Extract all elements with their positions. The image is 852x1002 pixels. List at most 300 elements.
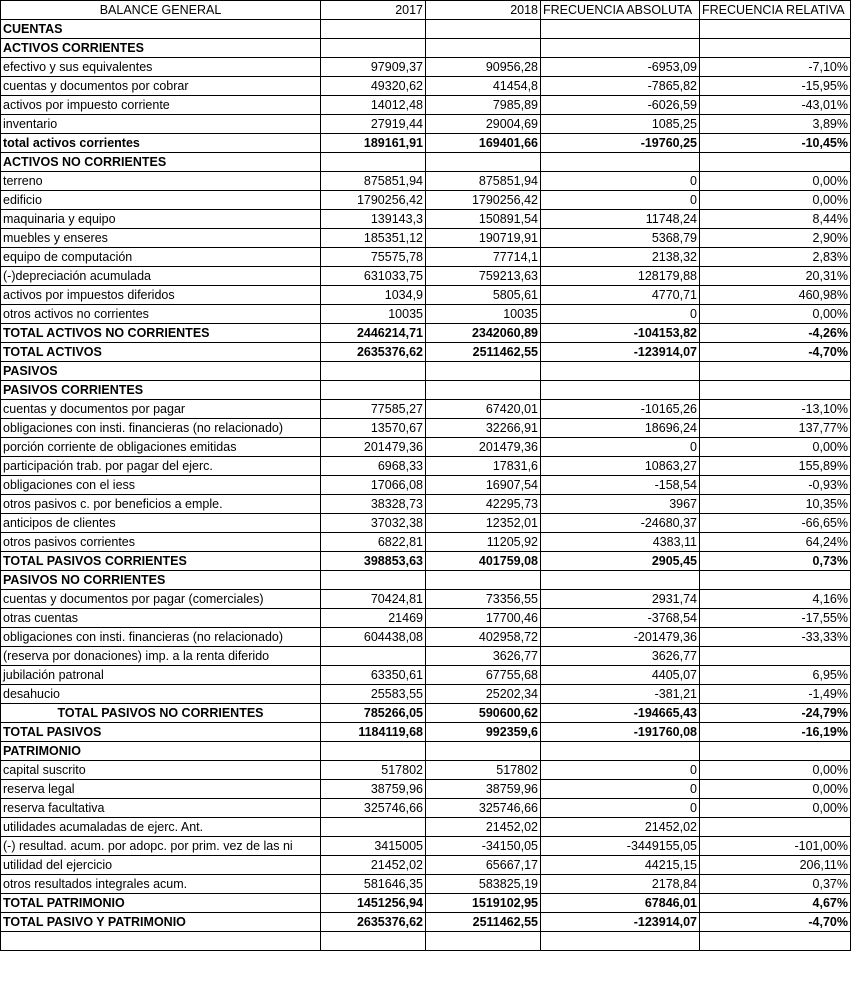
table-row xyxy=(1,628,851,647)
value-2018-cell[interactable] xyxy=(426,362,541,381)
value-2017-cell[interactable]: 139143,3 xyxy=(321,210,426,229)
account-cell[interactable]: otros pasivos c. por beneficios a emple. xyxy=(1,495,321,514)
absolute-freq-cell[interactable]: 67846,01 xyxy=(541,894,700,913)
account-cell[interactable]: reserva legal xyxy=(1,780,321,799)
value-2017-cell[interactable]: 1790256,42 xyxy=(321,191,426,210)
value-2017-cell[interactable]: 37032,38 xyxy=(321,514,426,533)
account-cell[interactable]: participación trab. por pagar del ejerc. xyxy=(1,457,321,476)
value-2017-cell[interactable] xyxy=(321,647,426,666)
account-cell[interactable]: TOTAL PASIVOS xyxy=(1,723,321,742)
table-row xyxy=(1,381,851,400)
relative-freq-cell[interactable]: -43,01% xyxy=(700,96,851,115)
account-cell[interactable]: activos por impuestos diferidos xyxy=(1,286,321,305)
absolute-freq-cell[interactable]: -123914,07 xyxy=(541,343,700,362)
relative-freq-cell[interactable]: -4,70% xyxy=(700,913,851,932)
table-row xyxy=(1,514,851,533)
absolute-freq-cell[interactable]: 0 xyxy=(541,780,700,799)
value-2018-cell[interactable]: 25202,34 xyxy=(426,685,541,704)
relative-freq-cell[interactable]: 6,95% xyxy=(700,666,851,685)
absolute-freq-cell[interactable]: 3626,77 xyxy=(541,647,700,666)
table-row xyxy=(1,58,851,77)
relative-freq-cell[interactable]: 137,77% xyxy=(700,419,851,438)
account-cell[interactable]: obligaciones con insti. financieras (no relacionado) xyxy=(1,419,321,438)
table-row xyxy=(1,818,851,837)
value-2017-cell[interactable]: 21469 xyxy=(321,609,426,628)
value-2018-cell[interactable]: 150891,54 xyxy=(426,210,541,229)
absolute-freq-cell[interactable]: -191760,08 xyxy=(541,723,700,742)
table-row xyxy=(1,932,851,951)
relative-freq-cell[interactable]: 4,16% xyxy=(700,590,851,609)
relative-freq-cell[interactable]: 0,00% xyxy=(700,761,851,780)
absolute-freq-cell[interactable] xyxy=(541,381,700,400)
relative-freq-cell[interactable]: -101,00% xyxy=(700,837,851,856)
relative-freq-cell[interactable]: 4,67% xyxy=(700,894,851,913)
value-2018-cell[interactable]: 590600,62 xyxy=(426,704,541,723)
account-cell[interactable]: TOTAL PASIVO Y PATRIMONIO xyxy=(1,913,321,932)
table-row xyxy=(1,210,851,229)
value-2018-cell[interactable]: 16907,54 xyxy=(426,476,541,495)
absolute-freq-cell[interactable]: -194665,43 xyxy=(541,704,700,723)
relative-freq-cell[interactable]: 2,90% xyxy=(700,229,851,248)
absolute-freq-cell[interactable] xyxy=(541,39,700,58)
table-row xyxy=(1,77,851,96)
absolute-freq-cell[interactable]: 2931,74 xyxy=(541,590,700,609)
relative-freq-cell[interactable] xyxy=(700,153,851,172)
account-cell[interactable]: ACTIVOS NO CORRIENTES xyxy=(1,153,321,172)
value-2018-cell[interactable]: 7985,89 xyxy=(426,96,541,115)
value-2017-cell[interactable]: 6968,33 xyxy=(321,457,426,476)
table-row xyxy=(1,742,851,761)
table-row xyxy=(1,533,851,552)
value-2018-cell[interactable]: 10035 xyxy=(426,305,541,324)
value-2018-cell[interactable]: 325746,66 xyxy=(426,799,541,818)
account-cell[interactable]: desahucio xyxy=(1,685,321,704)
relative-freq-cell[interactable]: -13,10% xyxy=(700,400,851,419)
relative-freq-cell[interactable]: -24,79% xyxy=(700,704,851,723)
value-2018-cell[interactable]: 3626,77 xyxy=(426,647,541,666)
header-cell-absolute[interactable]: FRECUENCIA ABSOLUTA xyxy=(541,1,700,20)
absolute-freq-cell[interactable]: 128179,88 xyxy=(541,267,700,286)
value-2018-cell[interactable]: 38759,96 xyxy=(426,780,541,799)
relative-freq-cell[interactable]: 460,98% xyxy=(700,286,851,305)
table-row xyxy=(1,761,851,780)
account-cell[interactable]: TOTAL ACTIVOS xyxy=(1,343,321,362)
value-2017-cell[interactable]: 785266,05 xyxy=(321,704,426,723)
value-2018-cell[interactable]: 759213,63 xyxy=(426,267,541,286)
table-row xyxy=(1,666,851,685)
account-cell[interactable]: TOTAL ACTIVOS NO CORRIENTES xyxy=(1,324,321,343)
absolute-freq-cell[interactable]: 5368,79 xyxy=(541,229,700,248)
table-row xyxy=(1,419,851,438)
value-2017-cell[interactable]: 398853,63 xyxy=(321,552,426,571)
account-cell[interactable]: otras cuentas xyxy=(1,609,321,628)
absolute-freq-cell[interactable] xyxy=(541,153,700,172)
relative-freq-cell[interactable] xyxy=(700,571,851,590)
absolute-freq-cell[interactable]: 11748,24 xyxy=(541,210,700,229)
value-2017-cell[interactable]: 49320,62 xyxy=(321,77,426,96)
value-2017-cell[interactable]: 2635376,62 xyxy=(321,343,426,362)
account-cell[interactable]: PATRIMONIO xyxy=(1,742,321,761)
relative-freq-cell[interactable]: -1,49% xyxy=(700,685,851,704)
account-cell[interactable]: anticipos de clientes xyxy=(1,514,321,533)
table-row xyxy=(1,723,851,742)
account-cell[interactable]: reserva facultativa xyxy=(1,799,321,818)
value-2018-cell[interactable]: 401759,08 xyxy=(426,552,541,571)
value-2017-cell[interactable]: 185351,12 xyxy=(321,229,426,248)
absolute-freq-cell[interactable]: 3967 xyxy=(541,495,700,514)
value-2018-cell[interactable]: 32266,91 xyxy=(426,419,541,438)
table-row xyxy=(1,495,851,514)
absolute-freq-cell[interactable]: 0 xyxy=(541,761,700,780)
account-cell[interactable]: TOTAL PASIVOS NO CORRIENTES xyxy=(1,704,321,723)
absolute-freq-cell[interactable]: 10863,27 xyxy=(541,457,700,476)
absolute-freq-cell[interactable]: 0 xyxy=(541,172,700,191)
absolute-freq-cell[interactable]: 0 xyxy=(541,799,700,818)
value-2017-cell[interactable]: 3415005 xyxy=(321,837,426,856)
table-row xyxy=(1,134,851,153)
table-row xyxy=(1,609,851,628)
account-cell[interactable]: cuentas y documentos por pagar (comerciales) xyxy=(1,590,321,609)
relative-freq-cell[interactable] xyxy=(700,362,851,381)
value-2018-cell[interactable] xyxy=(426,20,541,39)
value-2017-cell[interactable]: 38328,73 xyxy=(321,495,426,514)
table-row xyxy=(1,153,851,172)
table-row xyxy=(1,438,851,457)
header-cell-account[interactable]: BALANCE GENERAL xyxy=(1,1,321,20)
absolute-freq-cell[interactable]: -104153,82 xyxy=(541,324,700,343)
table-row xyxy=(1,685,851,704)
account-cell[interactable]: utilidades acumaladas de ejerc. Ant. xyxy=(1,818,321,837)
absolute-freq-cell[interactable]: 2905,45 xyxy=(541,552,700,571)
table-row xyxy=(1,457,851,476)
relative-freq-cell[interactable]: 0,00% xyxy=(700,172,851,191)
value-2017-cell[interactable] xyxy=(321,153,426,172)
table-row xyxy=(1,305,851,324)
absolute-freq-cell[interactable]: 4770,71 xyxy=(541,286,700,305)
value-2017-cell[interactable]: 2635376,62 xyxy=(321,913,426,932)
value-2018-cell[interactable]: 29004,69 xyxy=(426,115,541,134)
relative-freq-cell[interactable] xyxy=(700,381,851,400)
table-row xyxy=(1,780,851,799)
value-2017-cell[interactable]: 1034,9 xyxy=(321,286,426,305)
value-2017-cell[interactable] xyxy=(321,742,426,761)
value-2018-cell[interactable]: 2511462,55 xyxy=(426,343,541,362)
account-cell[interactable]: TOTAL PATRIMONIO xyxy=(1,894,321,913)
account-cell[interactable]: jubilación patronal xyxy=(1,666,321,685)
absolute-freq-cell[interactable]: 0 xyxy=(541,191,700,210)
absolute-freq-cell[interactable]: -10165,26 xyxy=(541,400,700,419)
value-2018-cell[interactable]: 65667,17 xyxy=(426,856,541,875)
header-cell-2017[interactable]: 2017 xyxy=(321,1,426,20)
absolute-freq-cell[interactable]: 1085,25 xyxy=(541,115,700,134)
value-2018-cell[interactable]: -34150,05 xyxy=(426,837,541,856)
value-2018-cell[interactable] xyxy=(426,571,541,590)
relative-freq-cell[interactable]: -10,45% xyxy=(700,134,851,153)
relative-freq-cell[interactable]: 0,73% xyxy=(700,552,851,571)
value-2017-cell[interactable] xyxy=(321,571,426,590)
absolute-freq-cell[interactable]: 2178,84 xyxy=(541,875,700,894)
relative-freq-cell[interactable]: -16,19% xyxy=(700,723,851,742)
table-row xyxy=(1,172,851,191)
value-2017-cell[interactable]: 14012,48 xyxy=(321,96,426,115)
value-2018-cell[interactable]: 90956,28 xyxy=(426,58,541,77)
account-cell[interactable]: PASIVOS xyxy=(1,362,321,381)
relative-freq-cell[interactable] xyxy=(700,818,851,837)
value-2017-cell[interactable]: 38759,96 xyxy=(321,780,426,799)
table-row xyxy=(1,476,851,495)
value-2018-cell[interactable]: 2511462,55 xyxy=(426,913,541,932)
table-row xyxy=(1,590,851,609)
value-2017-cell[interactable] xyxy=(321,381,426,400)
value-2017-cell[interactable]: 581646,35 xyxy=(321,875,426,894)
value-2018-cell[interactable] xyxy=(426,39,541,58)
account-cell[interactable]: PASIVOS NO CORRIENTES xyxy=(1,571,321,590)
account-cell[interactable]: cuentas y documentos por cobrar xyxy=(1,77,321,96)
account-cell[interactable]: obligaciones con el iess xyxy=(1,476,321,495)
absolute-freq-cell[interactable]: -381,21 xyxy=(541,685,700,704)
value-2018-cell[interactable] xyxy=(426,381,541,400)
relative-freq-cell[interactable]: 2,83% xyxy=(700,248,851,267)
absolute-freq-cell[interactable]: -24680,37 xyxy=(541,514,700,533)
absolute-freq-cell[interactable]: 2138,32 xyxy=(541,248,700,267)
account-cell[interactable]: ACTIVOS CORRIENTES xyxy=(1,39,321,58)
account-cell[interactable]: otros resultados integrales acum. xyxy=(1,875,321,894)
account-cell[interactable]: TOTAL PASIVOS CORRIENTES xyxy=(1,552,321,571)
relative-freq-cell[interactable]: 10,35% xyxy=(700,495,851,514)
value-2017-cell[interactable]: 517802 xyxy=(321,761,426,780)
relative-freq-cell[interactable] xyxy=(700,20,851,39)
relative-freq-cell[interactable]: -4,70% xyxy=(700,343,851,362)
relative-freq-cell[interactable] xyxy=(700,39,851,58)
relative-freq-cell[interactable]: 0,37% xyxy=(700,875,851,894)
header-cell-2018[interactable]: 2018 xyxy=(426,1,541,20)
value-2018-cell[interactable]: 17700,46 xyxy=(426,609,541,628)
value-2017-cell[interactable] xyxy=(321,362,426,381)
account-cell[interactable]: maquinaria y equipo xyxy=(1,210,321,229)
value-2018-cell[interactable]: 77714,1 xyxy=(426,248,541,267)
value-2018-cell[interactable]: 190719,91 xyxy=(426,229,541,248)
account-cell[interactable]: edificio xyxy=(1,191,321,210)
value-2018-cell[interactable]: 5805,61 xyxy=(426,286,541,305)
table-row xyxy=(1,115,851,134)
absolute-freq-cell[interactable] xyxy=(541,742,700,761)
absolute-freq-cell[interactable] xyxy=(541,20,700,39)
absolute-freq-cell[interactable]: -3449155,05 xyxy=(541,837,700,856)
value-2017-cell[interactable]: 25583,55 xyxy=(321,685,426,704)
value-2018-cell[interactable]: 11205,92 xyxy=(426,533,541,552)
account-cell[interactable]: equipo de computación xyxy=(1,248,321,267)
value-2018-cell[interactable] xyxy=(426,932,541,951)
value-2017-cell[interactable]: 97909,37 xyxy=(321,58,426,77)
table-row xyxy=(1,647,851,666)
value-2017-cell[interactable]: 325746,66 xyxy=(321,799,426,818)
account-cell[interactable]: PASIVOS CORRIENTES xyxy=(1,381,321,400)
value-2017-cell[interactable]: 27919,44 xyxy=(321,115,426,134)
value-2018-cell[interactable]: 67420,01 xyxy=(426,400,541,419)
account-cell[interactable]: efectivo y sus equivalentes xyxy=(1,58,321,77)
absolute-freq-cell[interactable] xyxy=(541,932,700,951)
table-row xyxy=(1,799,851,818)
table-row xyxy=(1,362,851,381)
header-cell-relative[interactable]: FRECUENCIA RELATIVA xyxy=(700,1,851,20)
table-row xyxy=(1,704,851,723)
value-2017-cell[interactable]: 875851,94 xyxy=(321,172,426,191)
value-2017-cell[interactable]: 10035 xyxy=(321,305,426,324)
relative-freq-cell[interactable]: -66,65% xyxy=(700,514,851,533)
value-2018-cell[interactable]: 201479,36 xyxy=(426,438,541,457)
value-2017-cell[interactable]: 63350,61 xyxy=(321,666,426,685)
value-2018-cell[interactable]: 12352,01 xyxy=(426,514,541,533)
value-2017-cell[interactable] xyxy=(321,20,426,39)
relative-freq-cell[interactable]: -7,10% xyxy=(700,58,851,77)
account-cell[interactable]: (-)depreciación acumulada xyxy=(1,267,321,286)
header-row xyxy=(1,1,851,20)
account-cell[interactable]: (reserva por donaciones) imp. a la renta diferido xyxy=(1,647,321,666)
account-cell[interactable]: obligaciones con insti. financieras (no relacionado) xyxy=(1,628,321,647)
value-2018-cell[interactable]: 2342060,89 xyxy=(426,324,541,343)
absolute-freq-cell[interactable] xyxy=(541,571,700,590)
table-row xyxy=(1,267,851,286)
relative-freq-cell[interactable] xyxy=(700,647,851,666)
relative-freq-cell[interactable]: 0,00% xyxy=(700,799,851,818)
absolute-freq-cell[interactable]: 18696,24 xyxy=(541,419,700,438)
table-row xyxy=(1,229,851,248)
relative-freq-cell[interactable]: 64,24% xyxy=(700,533,851,552)
table-row xyxy=(1,913,851,932)
value-2018-cell[interactable]: 41454,8 xyxy=(426,77,541,96)
table-row xyxy=(1,343,851,362)
table-row xyxy=(1,894,851,913)
value-2018-cell[interactable]: 17831,6 xyxy=(426,457,541,476)
absolute-freq-cell[interactable]: 4383,11 xyxy=(541,533,700,552)
absolute-freq-cell[interactable]: -123914,07 xyxy=(541,913,700,932)
account-cell[interactable]: capital suscrito xyxy=(1,761,321,780)
value-2017-cell[interactable]: 2446214,71 xyxy=(321,324,426,343)
relative-freq-cell[interactable]: 0,00% xyxy=(700,191,851,210)
value-2018-cell[interactable]: 402958,72 xyxy=(426,628,541,647)
value-2017-cell[interactable] xyxy=(321,932,426,951)
value-2017-cell[interactable]: 21452,02 xyxy=(321,856,426,875)
account-cell[interactable]: otros activos no corrientes xyxy=(1,305,321,324)
value-2017-cell[interactable]: 70424,81 xyxy=(321,590,426,609)
table-row xyxy=(1,571,851,590)
relative-freq-cell[interactable]: 8,44% xyxy=(700,210,851,229)
account-cell[interactable]: CUENTAS xyxy=(1,20,321,39)
absolute-freq-cell[interactable]: 21452,02 xyxy=(541,818,700,837)
account-cell[interactable]: total activos corrientes xyxy=(1,134,321,153)
account-cell[interactable]: otros pasivos corrientes xyxy=(1,533,321,552)
relative-freq-cell[interactable]: -4,26% xyxy=(700,324,851,343)
account-cell[interactable]: (-) resultad. acum. por adopc. por prim. vez de las ni xyxy=(1,837,321,856)
value-2017-cell[interactable]: 201479,36 xyxy=(321,438,426,457)
account-cell[interactable]: inventario xyxy=(1,115,321,134)
value-2018-cell[interactable] xyxy=(426,742,541,761)
value-2018-cell[interactable]: 1519102,95 xyxy=(426,894,541,913)
value-2018-cell[interactable]: 42295,73 xyxy=(426,495,541,514)
value-2018-cell[interactable]: 169401,66 xyxy=(426,134,541,153)
relative-freq-cell[interactable] xyxy=(700,932,851,951)
absolute-freq-cell[interactable]: 0 xyxy=(541,438,700,457)
value-2017-cell[interactable]: 77585,27 xyxy=(321,400,426,419)
relative-freq-cell[interactable]: 0,00% xyxy=(700,305,851,324)
absolute-freq-cell[interactable]: -3768,54 xyxy=(541,609,700,628)
value-2017-cell[interactable]: 13570,67 xyxy=(321,419,426,438)
relative-freq-cell[interactable]: -17,55% xyxy=(700,609,851,628)
value-2018-cell[interactable]: 1790256,42 xyxy=(426,191,541,210)
account-cell[interactable]: terreno xyxy=(1,172,321,191)
absolute-freq-cell[interactable]: 0 xyxy=(541,305,700,324)
table-row xyxy=(1,39,851,58)
relative-freq-cell[interactable]: 0,00% xyxy=(700,438,851,457)
table-row xyxy=(1,552,851,571)
absolute-freq-cell[interactable] xyxy=(541,362,700,381)
value-2017-cell[interactable] xyxy=(321,818,426,837)
table-row xyxy=(1,837,851,856)
absolute-freq-cell[interactable]: -201479,36 xyxy=(541,628,700,647)
value-2018-cell[interactable]: 73356,55 xyxy=(426,590,541,609)
table-row xyxy=(1,248,851,267)
value-2017-cell[interactable]: 1451256,94 xyxy=(321,894,426,913)
absolute-freq-cell[interactable]: -7865,82 xyxy=(541,77,700,96)
value-2017-cell[interactable]: 6822,81 xyxy=(321,533,426,552)
table-row xyxy=(1,875,851,894)
relative-freq-cell[interactable]: -33,33% xyxy=(700,628,851,647)
value-2018-cell[interactable]: 67755,68 xyxy=(426,666,541,685)
table-row xyxy=(1,191,851,210)
relative-freq-cell[interactable]: 155,89% xyxy=(700,457,851,476)
value-2018-cell[interactable]: 875851,94 xyxy=(426,172,541,191)
absolute-freq-cell[interactable]: -19760,25 xyxy=(541,134,700,153)
relative-freq-cell[interactable]: 3,89% xyxy=(700,115,851,134)
value-2018-cell[interactable]: 992359,6 xyxy=(426,723,541,742)
value-2017-cell[interactable]: 1184119,68 xyxy=(321,723,426,742)
value-2017-cell[interactable]: 17066,08 xyxy=(321,476,426,495)
account-cell[interactable]: porción corriente de obligaciones emitidas xyxy=(1,438,321,457)
value-2018-cell[interactable]: 21452,02 xyxy=(426,818,541,837)
relative-freq-cell[interactable]: 20,31% xyxy=(700,267,851,286)
value-2018-cell[interactable]: 517802 xyxy=(426,761,541,780)
relative-freq-cell[interactable] xyxy=(700,742,851,761)
absolute-freq-cell[interactable]: 44215,15 xyxy=(541,856,700,875)
account-cell[interactable] xyxy=(1,932,321,951)
value-2017-cell[interactable] xyxy=(321,39,426,58)
absolute-freq-cell[interactable]: 4405,07 xyxy=(541,666,700,685)
absolute-freq-cell[interactable]: -6026,59 xyxy=(541,96,700,115)
value-2018-cell[interactable]: 583825,19 xyxy=(426,875,541,894)
relative-freq-cell[interactable]: 0,00% xyxy=(700,780,851,799)
table-row xyxy=(1,286,851,305)
absolute-freq-cell[interactable]: -158,54 xyxy=(541,476,700,495)
table-row xyxy=(1,324,851,343)
relative-freq-cell[interactable]: -0,93% xyxy=(700,476,851,495)
value-2017-cell[interactable]: 631033,75 xyxy=(321,267,426,286)
absolute-freq-cell[interactable]: -6953,09 xyxy=(541,58,700,77)
account-cell[interactable]: utilidad del ejercicio xyxy=(1,856,321,875)
value-2017-cell[interactable]: 189161,91 xyxy=(321,134,426,153)
relative-freq-cell[interactable]: -15,95% xyxy=(700,77,851,96)
value-2017-cell[interactable]: 75575,78 xyxy=(321,248,426,267)
value-2017-cell[interactable]: 604438,08 xyxy=(321,628,426,647)
table-row xyxy=(1,96,851,115)
account-cell[interactable]: activos por impuesto corriente xyxy=(1,96,321,115)
table-row xyxy=(1,20,851,39)
balance-sheet-body xyxy=(1,1,851,951)
relative-freq-cell[interactable]: 206,11% xyxy=(700,856,851,875)
table-row xyxy=(1,400,851,419)
account-cell[interactable]: muebles y enseres xyxy=(1,229,321,248)
value-2018-cell[interactable] xyxy=(426,153,541,172)
account-cell[interactable]: cuentas y documentos por pagar xyxy=(1,400,321,419)
